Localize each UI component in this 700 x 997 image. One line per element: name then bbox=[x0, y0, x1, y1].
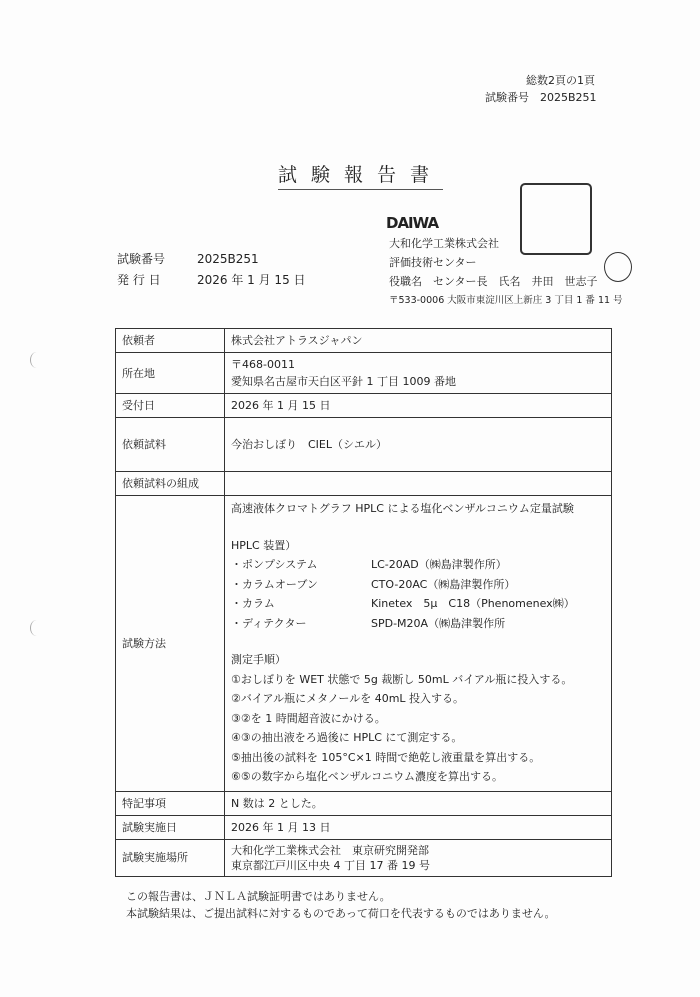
test-number bbox=[117, 250, 259, 267]
personal-seal bbox=[604, 252, 632, 282]
company-stamp bbox=[520, 183, 592, 255]
client-label: 依頼者 bbox=[116, 329, 225, 353]
name: ・ディテクター bbox=[231, 616, 307, 630]
procedure-step: ③②を 1 時間超音波にかける。 bbox=[231, 711, 386, 725]
report-table bbox=[115, 328, 612, 877]
value: 2025B251 bbox=[197, 252, 259, 266]
test-place-value bbox=[225, 839, 612, 876]
name: ・ポンプシステム bbox=[231, 558, 318, 571]
label: 試験番号 bbox=[485, 91, 529, 104]
test-date-value: 2026 年 1 月 13 日 bbox=[225, 815, 612, 839]
equipment-heading: HPLC 装置） bbox=[231, 538, 297, 552]
procedure-step: ②バイアル瓶にメタノールを 40mL 投入する。 bbox=[231, 692, 465, 705]
page-title: 試験報告書 bbox=[278, 160, 443, 190]
method-label: 試験方法 bbox=[116, 496, 225, 792]
issue-date bbox=[117, 271, 306, 288]
procedure-heading: 測定手順） bbox=[231, 653, 286, 666]
value: 2025B251 bbox=[540, 91, 597, 104]
method-value bbox=[225, 496, 612, 792]
procedure-step: ④③の抽出液をろ過後に HPLC にて測定する。 bbox=[231, 731, 463, 744]
equipment-item bbox=[231, 575, 605, 595]
value: 2026 年 1 月 15 日 bbox=[197, 273, 306, 287]
name: ・カラム bbox=[231, 597, 275, 610]
model: SPD-M20A（㈱島津製作所 bbox=[371, 616, 506, 630]
punch-mark bbox=[30, 620, 43, 636]
model: LC-20AD（㈱島津製作所） bbox=[371, 558, 507, 571]
zip: 〒468-0011 bbox=[231, 358, 295, 371]
label: 発 行 日 bbox=[117, 273, 161, 287]
equipment-item bbox=[231, 614, 605, 634]
procedure-step: ⑥⑤の数字から塩化ベンザルコニウム濃度を算出する。 bbox=[231, 770, 504, 783]
issuer-company: 大和化学工業株式会社 bbox=[389, 237, 499, 250]
place-address: 東京都江戸川区中央 4 丁目 17 番 19 号 bbox=[231, 858, 430, 872]
procedure-step: ⑤抽出後の試料を 105°C×1 時間で絶乾し液重量を算出する。 bbox=[231, 750, 541, 764]
disclaimer-1: この報告書は、ＪＮＬＡ試験証明書ではありません。 bbox=[126, 890, 391, 903]
issuer-address: 〒533-0006 大阪市東淀川区上新庄 3 丁目 1 番 11 号 bbox=[389, 295, 623, 306]
equipment-item bbox=[231, 555, 605, 575]
received-label: 受付日 bbox=[116, 394, 225, 418]
composition-label: 依頼試料の組成 bbox=[116, 472, 225, 496]
client-value: 株式会社アトラスジャパン bbox=[225, 329, 612, 353]
notes-label: 特記事項 bbox=[116, 791, 225, 815]
composition-value bbox=[225, 472, 612, 496]
label: 試験番号 bbox=[117, 252, 166, 266]
issuer-dept: 評価技術センター bbox=[389, 256, 477, 269]
test-date-label: 試験実施日 bbox=[116, 815, 225, 839]
issuer-signatory: 役職名 センター長 氏名 井田 世志子 bbox=[389, 275, 598, 288]
header-test-number bbox=[485, 89, 597, 105]
punch-mark bbox=[30, 352, 43, 368]
address-value bbox=[225, 353, 612, 394]
disclaimer-2: 本試験結果は、ご提出試料に対するものであって荷口を代表するものではありません。 bbox=[126, 907, 556, 920]
equipment-item bbox=[231, 594, 605, 614]
sample-label: 依頼試料 bbox=[116, 418, 225, 472]
test-place-label: 試験実施場所 bbox=[116, 839, 225, 876]
received-value: 2026 年 1 月 15 日 bbox=[225, 394, 612, 418]
method-title: 高速液体クロマトグラフ HPLC による塩化ベンザルコニウム定量試験 bbox=[231, 502, 574, 515]
place-name: 大和化学工業株式会社 東京研究開発部 bbox=[231, 843, 429, 857]
page-count: 総数2頁の1頁 bbox=[526, 74, 595, 87]
model: Kinetex 5μ C18（Phenomenex㈱） bbox=[371, 597, 575, 610]
procedure-step: ①おしぼりを WET 状態で 5g 裁断し 50mL バイアル瓶に投入する。 bbox=[231, 672, 573, 686]
notes-value: N 数は 2 とした。 bbox=[225, 791, 612, 815]
model: CTO-20AC（㈱島津製作所） bbox=[371, 577, 516, 591]
name: ・カラムオーブン bbox=[231, 577, 318, 591]
address-label: 所在地 bbox=[116, 353, 225, 394]
address: 愛知県名古屋市天白区平針 1 丁目 1009 番地 bbox=[231, 375, 456, 388]
company-logo: DAIWA bbox=[386, 214, 439, 232]
sample-value: 今治おしぼり CIEL（シエル） bbox=[225, 418, 612, 472]
